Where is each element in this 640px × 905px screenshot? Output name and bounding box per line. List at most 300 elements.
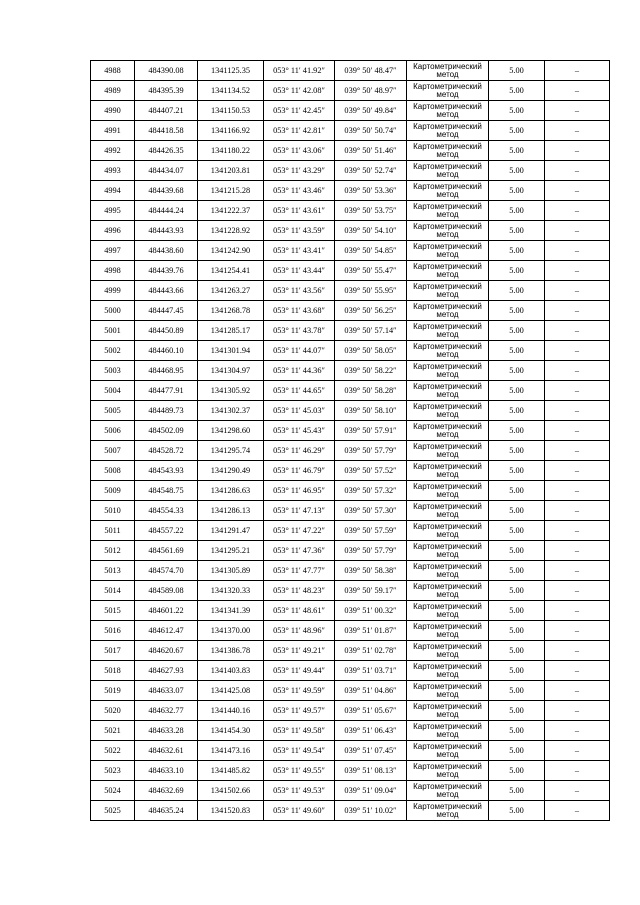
point-number-cell: 4993 <box>91 161 135 181</box>
y-coordinate-cell: 1341302.37 <box>198 401 264 421</box>
longitude-cell: 039° 50′ 56.25″ <box>335 301 407 321</box>
y-coordinate-cell: 1341263.27 <box>198 281 264 301</box>
point-number-cell: 4990 <box>91 101 135 121</box>
accuracy-cell: 5.00 <box>489 721 545 741</box>
method-cell: Картометрический метод <box>407 781 489 801</box>
method-cell: Картометрический метод <box>407 141 489 161</box>
x-coordinate-cell: 484632.61 <box>135 741 198 761</box>
x-coordinate-cell: 484443.93 <box>135 221 198 241</box>
method-cell: Картометрический метод <box>407 481 489 501</box>
x-coordinate-cell: 484477.91 <box>135 381 198 401</box>
x-coordinate-cell: 484438.60 <box>135 241 198 261</box>
latitude-cell: 053° 11′ 43.44″ <box>264 261 335 281</box>
method-cell: Картометрический метод <box>407 761 489 781</box>
note-cell: – <box>545 301 610 321</box>
latitude-cell: 053° 11′ 43.56″ <box>264 281 335 301</box>
note-cell: – <box>545 781 610 801</box>
method-cell: Картометрический метод <box>407 641 489 661</box>
point-number-cell: 5015 <box>91 601 135 621</box>
x-coordinate-cell: 484528.72 <box>135 441 198 461</box>
point-number-cell: 5022 <box>91 741 135 761</box>
point-number-cell: 4996 <box>91 221 135 241</box>
y-coordinate-cell: 1341150.53 <box>198 101 264 121</box>
method-cell: Картометрический метод <box>407 241 489 261</box>
method-cell: Картометрический метод <box>407 501 489 521</box>
longitude-cell: 039° 50′ 55.47″ <box>335 261 407 281</box>
table-row <box>91 221 610 241</box>
method-cell: Картометрический метод <box>407 121 489 141</box>
latitude-cell: 053° 11′ 43.68″ <box>264 301 335 321</box>
x-coordinate-cell: 484589.08 <box>135 581 198 601</box>
x-coordinate-cell: 484557.22 <box>135 521 198 541</box>
latitude-cell: 053° 11′ 43.41″ <box>264 241 335 261</box>
y-coordinate-cell: 1341320.33 <box>198 581 264 601</box>
latitude-cell: 053° 11′ 49.60″ <box>264 801 335 821</box>
longitude-cell: 039° 51′ 05.67″ <box>335 701 407 721</box>
point-number-cell: 5019 <box>91 681 135 701</box>
accuracy-cell: 5.00 <box>489 81 545 101</box>
point-number-cell: 4995 <box>91 201 135 221</box>
table-row <box>91 621 610 641</box>
table-row <box>91 341 610 361</box>
x-coordinate-cell: 484627.93 <box>135 661 198 681</box>
table-row <box>91 561 610 581</box>
accuracy-cell: 5.00 <box>489 481 545 501</box>
table-row <box>91 321 610 341</box>
note-cell: – <box>545 261 610 281</box>
note-cell: – <box>545 441 610 461</box>
latitude-cell: 053° 11′ 46.29″ <box>264 441 335 461</box>
latitude-cell: 053° 11′ 47.36″ <box>264 541 335 561</box>
point-number-cell: 4989 <box>91 81 135 101</box>
accuracy-cell: 5.00 <box>489 141 545 161</box>
note-cell: – <box>545 721 610 741</box>
point-number-cell: 5024 <box>91 781 135 801</box>
x-coordinate-cell: 484489.73 <box>135 401 198 421</box>
method-cell: Картометрический метод <box>407 561 489 581</box>
accuracy-cell: 5.00 <box>489 301 545 321</box>
method-cell: Картометрический метод <box>407 101 489 121</box>
accuracy-cell: 5.00 <box>489 461 545 481</box>
y-coordinate-cell: 1341286.13 <box>198 501 264 521</box>
accuracy-cell: 5.00 <box>489 281 545 301</box>
latitude-cell: 053° 11′ 43.59″ <box>264 221 335 241</box>
note-cell: – <box>545 241 610 261</box>
longitude-cell: 039° 50′ 58.28″ <box>335 381 407 401</box>
y-coordinate-cell: 1341290.49 <box>198 461 264 481</box>
note-cell: – <box>545 321 610 341</box>
point-number-cell: 5018 <box>91 661 135 681</box>
point-number-cell: 4998 <box>91 261 135 281</box>
longitude-cell: 039° 50′ 57.79″ <box>335 441 407 461</box>
point-number-cell: 5013 <box>91 561 135 581</box>
note-cell: – <box>545 801 610 821</box>
y-coordinate-cell: 1341295.21 <box>198 541 264 561</box>
latitude-cell: 053° 11′ 43.46″ <box>264 181 335 201</box>
note-cell: – <box>545 461 610 481</box>
x-coordinate-cell: 484633.07 <box>135 681 198 701</box>
latitude-cell: 053° 11′ 42.45″ <box>264 101 335 121</box>
x-coordinate-cell: 484447.45 <box>135 301 198 321</box>
x-coordinate-cell: 484632.69 <box>135 781 198 801</box>
table-row <box>91 501 610 521</box>
latitude-cell: 053° 11′ 48.61″ <box>264 601 335 621</box>
method-cell: Картометрический метод <box>407 741 489 761</box>
accuracy-cell: 5.00 <box>489 661 545 681</box>
method-cell: Картометрический метод <box>407 461 489 481</box>
longitude-cell: 039° 50′ 54.85″ <box>335 241 407 261</box>
x-coordinate-cell: 484633.10 <box>135 761 198 781</box>
method-cell: Картометрический метод <box>407 321 489 341</box>
accuracy-cell: 5.00 <box>489 261 545 281</box>
table-row <box>91 661 610 681</box>
note-cell: – <box>545 501 610 521</box>
table-row <box>91 721 610 741</box>
table-row <box>91 801 610 821</box>
method-cell: Картометрический метод <box>407 521 489 541</box>
y-coordinate-cell: 1341454.30 <box>198 721 264 741</box>
table-row <box>91 361 610 381</box>
note-cell: – <box>545 161 610 181</box>
point-number-cell: 5005 <box>91 401 135 421</box>
note-cell: – <box>545 521 610 541</box>
method-cell: Картометрический метод <box>407 181 489 201</box>
longitude-cell: 039° 50′ 55.95″ <box>335 281 407 301</box>
latitude-cell: 053° 11′ 44.65″ <box>264 381 335 401</box>
point-number-cell: 5010 <box>91 501 135 521</box>
latitude-cell: 053° 11′ 49.54″ <box>264 741 335 761</box>
longitude-cell: 039° 50′ 53.36″ <box>335 181 407 201</box>
y-coordinate-cell: 1341286.63 <box>198 481 264 501</box>
table-row <box>91 701 610 721</box>
method-cell: Картометрический метод <box>407 281 489 301</box>
accuracy-cell: 5.00 <box>489 381 545 401</box>
table-row <box>91 681 610 701</box>
point-number-cell: 5011 <box>91 521 135 541</box>
table-row <box>91 141 610 161</box>
longitude-cell: 039° 50′ 59.17″ <box>335 581 407 601</box>
point-number-cell: 5003 <box>91 361 135 381</box>
latitude-cell: 053° 11′ 49.59″ <box>264 681 335 701</box>
note-cell: – <box>545 121 610 141</box>
table-row <box>91 581 610 601</box>
x-coordinate-cell: 484426.35 <box>135 141 198 161</box>
x-coordinate-cell: 484502.09 <box>135 421 198 441</box>
x-coordinate-cell: 484390.08 <box>135 61 198 81</box>
method-cell: Картометрический метод <box>407 221 489 241</box>
note-cell: – <box>545 741 610 761</box>
y-coordinate-cell: 1341298.60 <box>198 421 264 441</box>
accuracy-cell: 5.00 <box>489 801 545 821</box>
y-coordinate-cell: 1341425.08 <box>198 681 264 701</box>
table-row <box>91 601 610 621</box>
accuracy-cell: 5.00 <box>489 441 545 461</box>
latitude-cell: 053° 11′ 47.22″ <box>264 521 335 541</box>
accuracy-cell: 5.00 <box>489 741 545 761</box>
longitude-cell: 039° 50′ 57.59″ <box>335 521 407 541</box>
accuracy-cell: 5.00 <box>489 601 545 621</box>
table-row <box>91 401 610 421</box>
table-row <box>91 481 610 501</box>
longitude-cell: 039° 50′ 58.05″ <box>335 341 407 361</box>
point-number-cell: 4992 <box>91 141 135 161</box>
method-cell: Картометрический метод <box>407 341 489 361</box>
latitude-cell: 053° 11′ 49.44″ <box>264 661 335 681</box>
method-cell: Картометрический метод <box>407 61 489 81</box>
latitude-cell: 053° 11′ 49.53″ <box>264 781 335 801</box>
method-cell: Картометрический метод <box>407 161 489 181</box>
x-coordinate-cell: 484450.89 <box>135 321 198 341</box>
latitude-cell: 053° 11′ 46.95″ <box>264 481 335 501</box>
method-cell: Картометрический метод <box>407 421 489 441</box>
longitude-cell: 039° 50′ 57.30″ <box>335 501 407 521</box>
latitude-cell: 053° 11′ 42.81″ <box>264 121 335 141</box>
x-coordinate-cell: 484407.21 <box>135 101 198 121</box>
longitude-cell: 039° 50′ 51.46″ <box>335 141 407 161</box>
note-cell: – <box>545 661 610 681</box>
note-cell: – <box>545 141 610 161</box>
latitude-cell: 053° 11′ 45.43″ <box>264 421 335 441</box>
x-coordinate-cell: 484612.47 <box>135 621 198 641</box>
y-coordinate-cell: 1341228.92 <box>198 221 264 241</box>
y-coordinate-cell: 1341485.82 <box>198 761 264 781</box>
table-row <box>91 461 610 481</box>
table-row <box>91 541 610 561</box>
table-row <box>91 121 610 141</box>
y-coordinate-cell: 1341242.90 <box>198 241 264 261</box>
longitude-cell: 039° 51′ 06.43″ <box>335 721 407 741</box>
note-cell: – <box>545 641 610 661</box>
longitude-cell: 039° 50′ 49.84″ <box>335 101 407 121</box>
method-cell: Картометрический метод <box>407 621 489 641</box>
longitude-cell: 039° 51′ 04.86″ <box>335 681 407 701</box>
note-cell: – <box>545 421 610 441</box>
note-cell: – <box>545 701 610 721</box>
y-coordinate-cell: 1341203.81 <box>198 161 264 181</box>
x-coordinate-cell: 484439.68 <box>135 181 198 201</box>
table-row <box>91 81 610 101</box>
latitude-cell: 053° 11′ 43.78″ <box>264 321 335 341</box>
x-coordinate-cell: 484635.24 <box>135 801 198 821</box>
accuracy-cell: 5.00 <box>489 561 545 581</box>
coordinates-table-body <box>91 61 610 821</box>
table-row <box>91 61 610 81</box>
latitude-cell: 053° 11′ 44.36″ <box>264 361 335 381</box>
point-number-cell: 5002 <box>91 341 135 361</box>
note-cell: – <box>545 381 610 401</box>
note-cell: – <box>545 101 610 121</box>
longitude-cell: 039° 50′ 58.38″ <box>335 561 407 581</box>
point-number-cell: 5025 <box>91 801 135 821</box>
y-coordinate-cell: 1341295.74 <box>198 441 264 461</box>
point-number-cell: 4999 <box>91 281 135 301</box>
x-coordinate-cell: 484632.77 <box>135 701 198 721</box>
x-coordinate-cell: 484439.76 <box>135 261 198 281</box>
longitude-cell: 039° 51′ 01.87″ <box>335 621 407 641</box>
y-coordinate-cell: 1341305.89 <box>198 561 264 581</box>
accuracy-cell: 5.00 <box>489 181 545 201</box>
accuracy-cell: 5.00 <box>489 221 545 241</box>
latitude-cell: 053° 11′ 43.06″ <box>264 141 335 161</box>
point-number-cell: 4997 <box>91 241 135 261</box>
longitude-cell: 039° 51′ 09.04″ <box>335 781 407 801</box>
y-coordinate-cell: 1341502.66 <box>198 781 264 801</box>
latitude-cell: 053° 11′ 46.79″ <box>264 461 335 481</box>
longitude-cell: 039° 50′ 57.14″ <box>335 321 407 341</box>
latitude-cell: 053° 11′ 47.13″ <box>264 501 335 521</box>
point-number-cell: 5016 <box>91 621 135 641</box>
point-number-cell: 5017 <box>91 641 135 661</box>
longitude-cell: 039° 50′ 57.32″ <box>335 481 407 501</box>
longitude-cell: 039° 51′ 02.78″ <box>335 641 407 661</box>
point-number-cell: 5021 <box>91 721 135 741</box>
note-cell: – <box>545 181 610 201</box>
accuracy-cell: 5.00 <box>489 421 545 441</box>
x-coordinate-cell: 484601.22 <box>135 601 198 621</box>
note-cell: – <box>545 61 610 81</box>
table-row <box>91 201 610 221</box>
longitude-cell: 039° 50′ 58.22″ <box>335 361 407 381</box>
latitude-cell: 053° 11′ 43.29″ <box>264 161 335 181</box>
latitude-cell: 053° 11′ 49.57″ <box>264 701 335 721</box>
latitude-cell: 053° 11′ 49.55″ <box>264 761 335 781</box>
latitude-cell: 053° 11′ 48.96″ <box>264 621 335 641</box>
table-row <box>91 161 610 181</box>
note-cell: – <box>545 221 610 241</box>
point-number-cell: 4988 <box>91 61 135 81</box>
method-cell: Картометрический метод <box>407 81 489 101</box>
longitude-cell: 039° 51′ 10.02″ <box>335 801 407 821</box>
latitude-cell: 053° 11′ 43.61″ <box>264 201 335 221</box>
accuracy-cell: 5.00 <box>489 581 545 601</box>
accuracy-cell: 5.00 <box>489 781 545 801</box>
longitude-cell: 039° 51′ 03.71″ <box>335 661 407 681</box>
y-coordinate-cell: 1341386.78 <box>198 641 264 661</box>
accuracy-cell: 5.00 <box>489 541 545 561</box>
longitude-cell: 039° 51′ 00.32″ <box>335 601 407 621</box>
x-coordinate-cell: 484561.69 <box>135 541 198 561</box>
method-cell: Картометрический метод <box>407 401 489 421</box>
note-cell: – <box>545 81 610 101</box>
method-cell: Картометрический метод <box>407 261 489 281</box>
note-cell: – <box>545 201 610 221</box>
y-coordinate-cell: 1341305.92 <box>198 381 264 401</box>
longitude-cell: 039° 50′ 48.47″ <box>335 61 407 81</box>
y-coordinate-cell: 1341268.78 <box>198 301 264 321</box>
latitude-cell: 053° 11′ 42.08″ <box>264 81 335 101</box>
x-coordinate-cell: 484460.10 <box>135 341 198 361</box>
accuracy-cell: 5.00 <box>489 101 545 121</box>
table-row <box>91 441 610 461</box>
point-number-cell: 5020 <box>91 701 135 721</box>
point-number-cell: 4994 <box>91 181 135 201</box>
coordinates-table <box>90 60 610 821</box>
coordinates-document-page <box>90 60 609 821</box>
accuracy-cell: 5.00 <box>489 361 545 381</box>
latitude-cell: 053° 11′ 48.23″ <box>264 581 335 601</box>
accuracy-cell: 5.00 <box>489 321 545 341</box>
table-row <box>91 381 610 401</box>
longitude-cell: 039° 50′ 57.52″ <box>335 461 407 481</box>
accuracy-cell: 5.00 <box>489 521 545 541</box>
x-coordinate-cell: 484633.28 <box>135 721 198 741</box>
point-number-cell: 5008 <box>91 461 135 481</box>
note-cell: – <box>545 681 610 701</box>
method-cell: Картометрический метод <box>407 441 489 461</box>
point-number-cell: 5006 <box>91 421 135 441</box>
table-row <box>91 261 610 281</box>
latitude-cell: 053° 11′ 49.58″ <box>264 721 335 741</box>
longitude-cell: 039° 50′ 58.10″ <box>335 401 407 421</box>
x-coordinate-cell: 484548.75 <box>135 481 198 501</box>
table-row <box>91 521 610 541</box>
y-coordinate-cell: 1341520.83 <box>198 801 264 821</box>
note-cell: – <box>545 401 610 421</box>
point-number-cell: 5014 <box>91 581 135 601</box>
accuracy-cell: 5.00 <box>489 701 545 721</box>
note-cell: – <box>545 541 610 561</box>
note-cell: – <box>545 561 610 581</box>
y-coordinate-cell: 1341403.83 <box>198 661 264 681</box>
method-cell: Картометрический метод <box>407 541 489 561</box>
longitude-cell: 039° 50′ 57.91″ <box>335 421 407 441</box>
latitude-cell: 053° 11′ 41.92″ <box>264 61 335 81</box>
table-row <box>91 761 610 781</box>
accuracy-cell: 5.00 <box>489 201 545 221</box>
note-cell: – <box>545 361 610 381</box>
note-cell: – <box>545 601 610 621</box>
method-cell: Картометрический метод <box>407 361 489 381</box>
method-cell: Картометрический метод <box>407 681 489 701</box>
y-coordinate-cell: 1341254.41 <box>198 261 264 281</box>
accuracy-cell: 5.00 <box>489 641 545 661</box>
y-coordinate-cell: 1341285.17 <box>198 321 264 341</box>
method-cell: Картометрический метод <box>407 701 489 721</box>
y-coordinate-cell: 1341291.47 <box>198 521 264 541</box>
x-coordinate-cell: 484574.70 <box>135 561 198 581</box>
method-cell: Картометрический метод <box>407 201 489 221</box>
point-number-cell: 5000 <box>91 301 135 321</box>
accuracy-cell: 5.00 <box>489 61 545 81</box>
x-coordinate-cell: 484418.58 <box>135 121 198 141</box>
method-cell: Картометрический метод <box>407 301 489 321</box>
table-row <box>91 301 610 321</box>
y-coordinate-cell: 1341180.22 <box>198 141 264 161</box>
table-row <box>91 741 610 761</box>
note-cell: – <box>545 581 610 601</box>
method-cell: Картометрический метод <box>407 661 489 681</box>
longitude-cell: 039° 50′ 48.97″ <box>335 81 407 101</box>
note-cell: – <box>545 621 610 641</box>
longitude-cell: 039° 50′ 57.79″ <box>335 541 407 561</box>
latitude-cell: 053° 11′ 49.21″ <box>264 641 335 661</box>
longitude-cell: 039° 50′ 52.74″ <box>335 161 407 181</box>
point-number-cell: 5001 <box>91 321 135 341</box>
x-coordinate-cell: 484554.33 <box>135 501 198 521</box>
table-row <box>91 281 610 301</box>
method-cell: Картометрический метод <box>407 581 489 601</box>
method-cell: Картометрический метод <box>407 381 489 401</box>
point-number-cell: 5023 <box>91 761 135 781</box>
table-row <box>91 241 610 261</box>
accuracy-cell: 5.00 <box>489 341 545 361</box>
y-coordinate-cell: 1341222.37 <box>198 201 264 221</box>
y-coordinate-cell: 1341304.97 <box>198 361 264 381</box>
accuracy-cell: 5.00 <box>489 241 545 261</box>
note-cell: – <box>545 281 610 301</box>
note-cell: – <box>545 341 610 361</box>
latitude-cell: 053° 11′ 45.03″ <box>264 401 335 421</box>
